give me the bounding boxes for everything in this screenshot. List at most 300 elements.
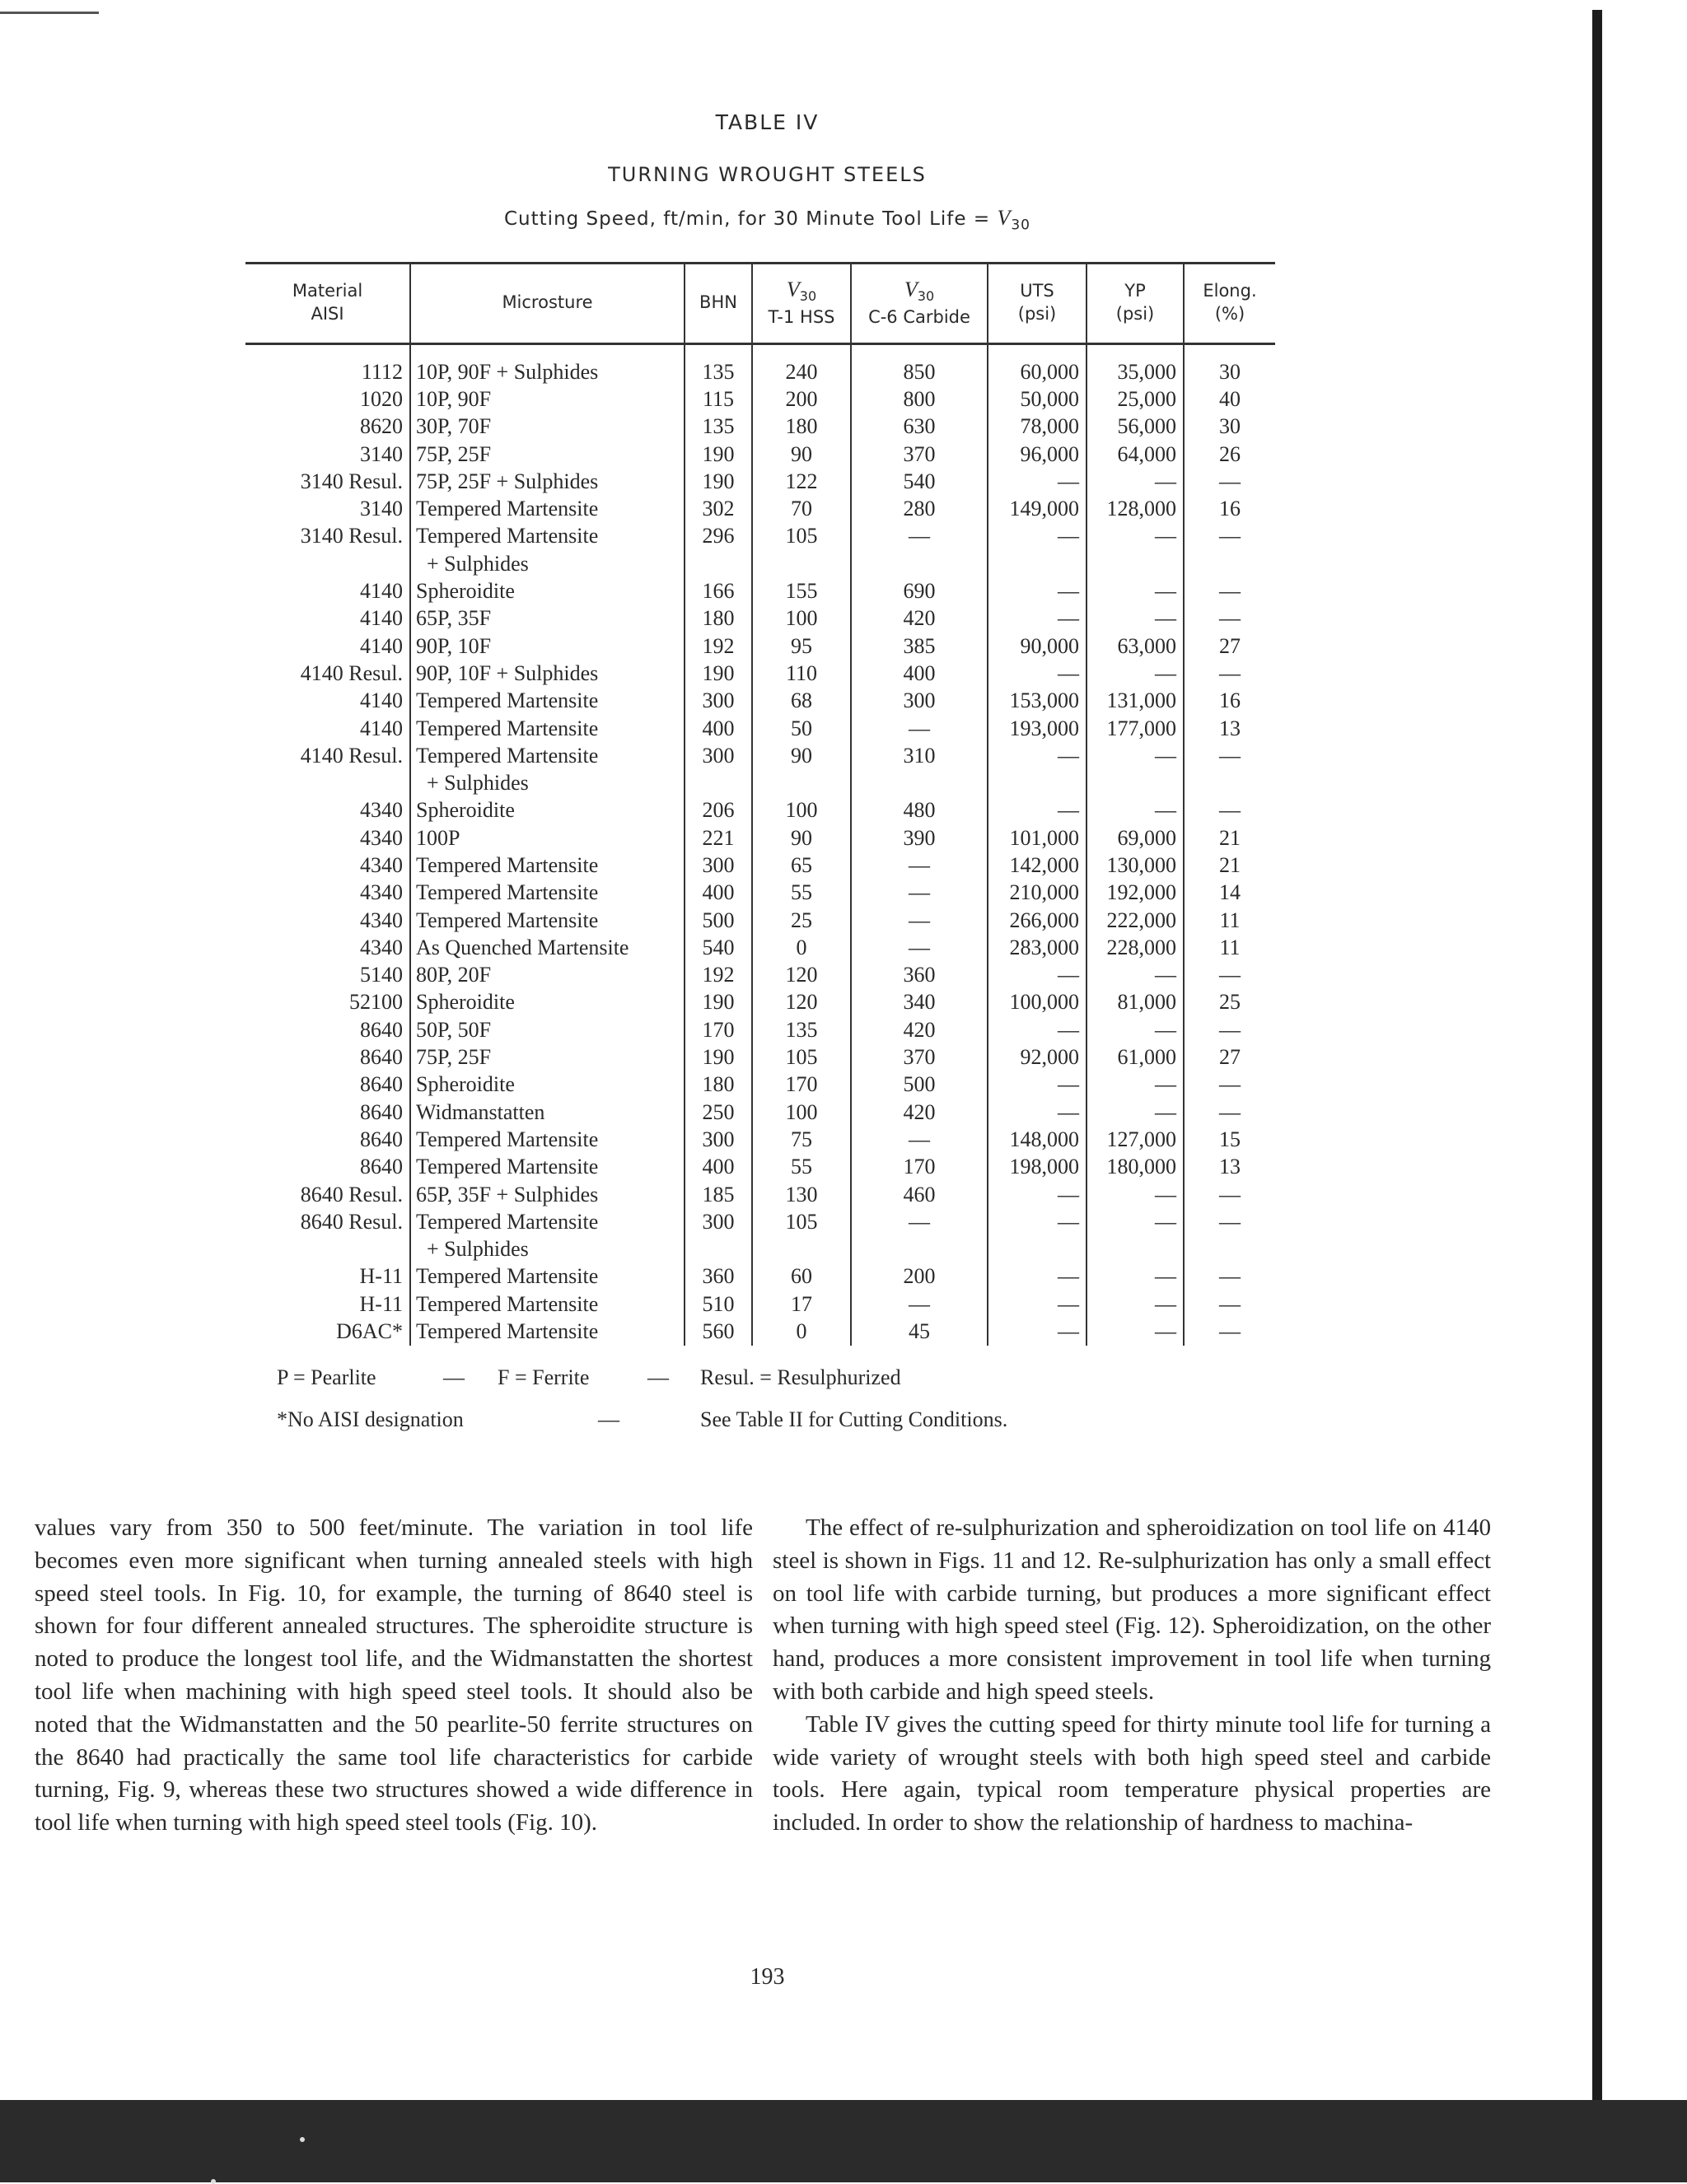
note-ferrite: F = Ferrite: [498, 1365, 590, 1389]
cell-uts: 266,000: [988, 907, 1087, 934]
body-column-left: [35, 1512, 753, 1840]
cell-uts: 149,000: [988, 495, 1087, 522]
table-row: [245, 742, 1275, 769]
cell-elong: [1184, 1236, 1275, 1263]
cell-uts: —: [988, 742, 1087, 769]
cell-elong: —: [1184, 577, 1275, 604]
cell-uts: [988, 550, 1087, 577]
cell-microstructure: As Quenched Martensite: [410, 934, 685, 961]
cell-microstructure: Tempered Martensite: [410, 907, 685, 934]
cell-uts: —: [988, 1099, 1087, 1126]
cell-v30-carbide: —: [851, 907, 988, 934]
cell-microstructure: 100P: [410, 824, 685, 852]
cell-elong: 16: [1184, 495, 1275, 522]
cell-elong: 15: [1184, 1126, 1275, 1153]
cell-material: 4140: [360, 579, 403, 604]
scan-speck: [300, 2137, 305, 2142]
col-header-bhn: BHN: [685, 262, 752, 344]
col-header-yp: YP (psi): [1087, 262, 1184, 344]
table-row: [245, 688, 1275, 715]
cell-elong: —: [1184, 660, 1275, 687]
cell-yp: —: [1087, 468, 1184, 495]
cell-microstructure: Tempered Martensite: [410, 523, 685, 550]
cell-elong: 11: [1184, 907, 1275, 934]
cell-elong: 11: [1184, 934, 1275, 961]
cell-elong: 14: [1184, 880, 1275, 907]
col-header-elong: Elong. (%): [1184, 262, 1275, 344]
cell-bhn: 300: [685, 688, 752, 715]
cell-yp: 25,000: [1087, 385, 1184, 413]
cell-v30-carbide: 385: [851, 632, 988, 660]
cell-uts: [988, 1236, 1087, 1263]
cell-v30-hss: 130: [752, 1181, 851, 1208]
cell-uts: 148,000: [988, 1126, 1087, 1153]
cell-v30-hss: 75: [752, 1126, 851, 1153]
note-see-table: See Table II for Cutting Conditions.: [700, 1407, 1008, 1431]
table-row: [245, 1099, 1275, 1126]
cell-material: 4140 Resul.: [300, 660, 403, 685]
cell-material: 3140: [360, 497, 403, 521]
cell-material: 3140 Resul.: [300, 469, 403, 493]
cell-v30-hss: 180: [752, 413, 851, 441]
cell-uts: —: [988, 660, 1087, 687]
table-row: [245, 468, 1275, 495]
cell-bhn: 190: [685, 1043, 752, 1071]
cell-microstructure: 65P, 35F + Sulphides: [410, 1181, 685, 1208]
cell-v30-hss: 17: [752, 1290, 851, 1318]
table-row: [245, 413, 1275, 441]
cell-v30-hss: 0: [752, 1318, 851, 1345]
cell-v30-hss: 122: [752, 468, 851, 495]
cell-microstructure: 80P, 20F: [410, 962, 685, 989]
cell-material: 4340: [360, 908, 403, 932]
cell-v30-carbide: 370: [851, 1043, 988, 1071]
cell-material: 1020: [360, 386, 403, 411]
cell-elong: —: [1184, 742, 1275, 769]
cell-elong: [1184, 550, 1275, 577]
cell-elong: 16: [1184, 688, 1275, 715]
cell-uts: 90,000: [988, 632, 1087, 660]
table-row: [245, 495, 1275, 522]
cell-elong: —: [1184, 1318, 1275, 1345]
cell-bhn: 300: [685, 1208, 752, 1235]
cell-bhn: 300: [685, 852, 752, 879]
cell-material: 5140: [360, 963, 403, 987]
cell-v30-carbide: 390: [851, 824, 988, 852]
cell-bhn: 185: [685, 1181, 752, 1208]
cell-bhn: [685, 550, 752, 577]
cell-uts: 198,000: [988, 1154, 1087, 1181]
cell-elong: —: [1184, 605, 1275, 632]
cell-elong: —: [1184, 468, 1275, 495]
cell-bhn: 300: [685, 1126, 752, 1153]
cell-material: H-11: [359, 1291, 403, 1316]
table-row: [245, 824, 1275, 852]
cell-bhn: 192: [685, 632, 752, 660]
table-subtitle-subscript: 30: [1011, 217, 1030, 234]
cell-uts: —: [988, 1181, 1087, 1208]
cell-bhn: 170: [685, 1016, 752, 1043]
cell-v30-carbide: [851, 550, 988, 577]
cell-bhn: 510: [685, 1290, 752, 1318]
cell-yp: —: [1087, 1016, 1184, 1043]
cell-v30-hss: 100: [752, 797, 851, 824]
scan-speck: [211, 2179, 216, 2184]
cell-v30-hss: [752, 769, 851, 796]
cell-uts: 100,000: [988, 989, 1087, 1016]
cell-uts: —: [988, 605, 1087, 632]
col-header-material: Material AISI: [245, 262, 410, 344]
cell-elong: 26: [1184, 441, 1275, 468]
cell-microstructure: Tempered Martensite: [410, 852, 685, 879]
cell-uts: —: [988, 1016, 1087, 1043]
table-number: TABLE IV: [715, 110, 820, 134]
table-row: [245, 1126, 1275, 1153]
cell-elong: —: [1184, 523, 1275, 550]
cell-material: 4340: [360, 880, 403, 905]
cell-microstructure: 90P, 10F + Sulphides: [410, 660, 685, 687]
cell-v30-carbide: 45: [851, 1318, 988, 1345]
cell-microstructure: Tempered Martensite: [410, 1154, 685, 1181]
cell-bhn: 360: [685, 1263, 752, 1290]
cell-microstructure: 75P, 25F: [410, 441, 685, 468]
top-edge-rule: [0, 12, 99, 14]
note-resulphurized: Resul. = Resulphurized: [700, 1365, 901, 1389]
cell-yp: 130,000: [1087, 852, 1184, 879]
cell-v30-carbide: 800: [851, 385, 988, 413]
cell-microstructure: Spheroidite: [410, 1071, 685, 1099]
table-row: [245, 441, 1275, 468]
cell-bhn: 250: [685, 1099, 752, 1126]
cell-bhn: 190: [685, 989, 752, 1016]
cell-v30-hss: 65: [752, 852, 851, 879]
table-row: [245, 1290, 1275, 1318]
cell-v30-hss: 120: [752, 962, 851, 989]
table-row: [245, 962, 1275, 989]
body-paragraph: Table IV gives the cutting speed for thirty minute tool life for turning a wide variety of wrought steels with both high speed steel and carbide tools. Here again, typical room temperature physical properties are included. In order to show the relationship of hardness to machina-: [773, 1710, 1491, 1836]
cell-v30-hss: 240: [752, 358, 851, 385]
table-body: [245, 344, 1275, 1346]
col-header-v30-hss: $V_{30}$ T-1 HSS: [752, 262, 851, 344]
table-row: [245, 1071, 1275, 1099]
cell-material: 4140: [360, 633, 403, 658]
page-edge-shadow: [1592, 10, 1602, 2118]
cell-yp: —: [1087, 1263, 1184, 1290]
cell-v30-carbide: 420: [851, 1016, 988, 1043]
note-pearlite: P = Pearlite: [277, 1365, 376, 1389]
cell-bhn: 166: [685, 577, 752, 604]
cell-microstructure: Tempered Martensite: [410, 1208, 685, 1235]
cell-v30-hss: 55: [752, 1154, 851, 1181]
cell-microstructure: Tempered Martensite: [410, 880, 685, 907]
cell-elong: 13: [1184, 715, 1275, 742]
cell-bhn: 296: [685, 523, 752, 550]
cell-elong: 25: [1184, 989, 1275, 1016]
cell-elong: 27: [1184, 1043, 1275, 1071]
cell-microstructure: 75P, 25F: [410, 1043, 685, 1071]
col-header-microstructure: Microsture: [410, 262, 685, 344]
cell-v30-hss: 25: [752, 907, 851, 934]
cell-bhn: 190: [685, 468, 752, 495]
cell-bhn: 540: [685, 934, 752, 961]
cell-yp: 192,000: [1087, 880, 1184, 907]
table-row: [245, 1154, 1275, 1181]
cell-yp: 69,000: [1087, 824, 1184, 852]
cell-microstructure: Tempered Martensite: [410, 1318, 685, 1345]
cell-v30-carbide: 170: [851, 1154, 988, 1181]
table-row: [245, 852, 1275, 879]
cell-uts: 50,000: [988, 385, 1087, 413]
col-header-v30-carbide: $V_{30}$ C-6 Carbide: [851, 262, 988, 344]
cell-yp: 127,000: [1087, 1126, 1184, 1153]
cell-microstructure: 10P, 90F + Sulphides: [410, 358, 685, 385]
cell-uts: —: [988, 523, 1087, 550]
cell-material: 8640: [360, 1099, 403, 1124]
cell-v30-carbide: —: [851, 1208, 988, 1235]
cell-v30-hss: [752, 550, 851, 577]
cell-yp: —: [1087, 1290, 1184, 1318]
cell-v30-carbide: —: [851, 880, 988, 907]
cell-v30-carbide: 420: [851, 1099, 988, 1126]
cell-v30-hss: 90: [752, 742, 851, 769]
cell-elong: 40: [1184, 385, 1275, 413]
cell-bhn: 190: [685, 441, 752, 468]
cell-material: 8620: [360, 414, 403, 439]
cell-yp: 61,000: [1087, 1043, 1184, 1071]
table-row: [245, 989, 1275, 1016]
cell-bhn: 192: [685, 962, 752, 989]
note-dash: —: [647, 1365, 669, 1389]
cell-yp: —: [1087, 660, 1184, 687]
cell-elong: —: [1184, 1016, 1275, 1043]
cell-v30-hss: 120: [752, 989, 851, 1016]
cell-microstructure: 90P, 10F: [410, 632, 685, 660]
table-row: [245, 1236, 1275, 1263]
cell-microstructure: 65P, 35F: [410, 605, 685, 632]
cell-yp: 56,000: [1087, 413, 1184, 441]
cell-yp: —: [1087, 1181, 1184, 1208]
cell-elong: 21: [1184, 824, 1275, 852]
cell-microstructure: Spheroidite: [410, 577, 685, 604]
cell-uts: 92,000: [988, 1043, 1087, 1071]
cell-bhn: [685, 1236, 752, 1263]
cell-yp: 177,000: [1087, 715, 1184, 742]
cell-yp: 63,000: [1087, 632, 1184, 660]
cell-bhn: 206: [685, 797, 752, 824]
cell-microstructure: + Sulphides: [410, 769, 685, 796]
cell-v30-carbide: —: [851, 934, 988, 961]
cell-material: 3140: [360, 441, 403, 466]
cell-material: D6AC*: [336, 1319, 403, 1344]
note-dash: —: [598, 1407, 619, 1431]
cell-v30-carbide: 370: [851, 441, 988, 468]
cell-v30-carbide: 480: [851, 797, 988, 824]
cell-uts: 101,000: [988, 824, 1087, 852]
cell-microstructure: Widmanstatten: [410, 1099, 685, 1126]
cell-elong: —: [1184, 1099, 1275, 1126]
table-row: [245, 769, 1275, 796]
cell-v30-carbide: 500: [851, 1071, 988, 1099]
cell-material: 8640 Resul.: [300, 1209, 403, 1234]
body-paragraph: The effect of re-sulphurization and spheroidization on tool life on 4140 steel is shown in Figs. 11 and 12. Re-sulphurization has only a small effect on tool life with carbide turning, but produces a more significant effect when turning with high speed steel (Fig. 12). Spheroidization, on the other hand, produces a more consistent improvement in tool life when turning with both carbide and high speed steels.: [773, 1514, 1491, 1705]
cell-microstructure: 30P, 70F: [410, 413, 685, 441]
cell-yp: 222,000: [1087, 907, 1184, 934]
cell-bhn: 190: [685, 660, 752, 687]
cell-v30-hss: 110: [752, 660, 851, 687]
cell-uts: —: [988, 962, 1087, 989]
table-row: [245, 605, 1275, 632]
cell-yp: 64,000: [1087, 441, 1184, 468]
cell-elong: —: [1184, 797, 1275, 824]
body-column-right: [773, 1512, 1491, 1840]
cell-material: 4340: [360, 825, 403, 850]
steel-table: [245, 262, 1275, 1346]
cell-elong: 30: [1184, 358, 1275, 385]
table-row: [245, 550, 1275, 577]
cell-v30-carbide: 340: [851, 989, 988, 1016]
col-header-uts: UTS (psi): [988, 262, 1087, 344]
cell-bhn: 500: [685, 907, 752, 934]
cell-microstructure: Tempered Martensite: [410, 1263, 685, 1290]
cell-v30-carbide: 400: [851, 660, 988, 687]
cell-yp: 128,000: [1087, 495, 1184, 522]
table-subtitle-symbol: V: [997, 206, 1012, 230]
cell-v30-hss: 105: [752, 1208, 851, 1235]
cell-bhn: 300: [685, 742, 752, 769]
cell-material: 4140: [360, 688, 403, 713]
cell-v30-hss: 95: [752, 632, 851, 660]
cell-uts: 283,000: [988, 934, 1087, 961]
table-spacer-row: [245, 344, 1275, 359]
data-table: [245, 262, 1275, 1346]
cell-bhn: 400: [685, 1154, 752, 1181]
cell-yp: 35,000: [1087, 358, 1184, 385]
cell-v30-hss: 155: [752, 577, 851, 604]
cell-microstructure: Spheroidite: [410, 989, 685, 1016]
cell-elong: 21: [1184, 852, 1275, 879]
cell-microstructure: Tempered Martensite: [410, 1290, 685, 1318]
cell-v30-carbide: —: [851, 852, 988, 879]
cell-uts: —: [988, 577, 1087, 604]
cell-v30-carbide: [851, 1236, 988, 1263]
table-row: [245, 660, 1275, 687]
table-row: [245, 880, 1275, 907]
cell-microstructure: Tempered Martensite: [410, 742, 685, 769]
cell-bhn: 302: [685, 495, 752, 522]
cell-yp: —: [1087, 1099, 1184, 1126]
cell-v30-carbide: 630: [851, 413, 988, 441]
table-row: [245, 632, 1275, 660]
cell-v30-hss: 50: [752, 715, 851, 742]
cell-v30-hss: 70: [752, 495, 851, 522]
cell-yp: 81,000: [1087, 989, 1184, 1016]
table-row: [245, 1181, 1275, 1208]
cell-uts: —: [988, 797, 1087, 824]
cell-material: 8640: [360, 1155, 403, 1179]
cell-uts: 60,000: [988, 358, 1087, 385]
cell-v30-hss: 105: [752, 1043, 851, 1071]
cell-yp: —: [1087, 1208, 1184, 1235]
cell-yp: —: [1087, 605, 1184, 632]
cell-yp: [1087, 769, 1184, 796]
cell-microstructure: Tempered Martensite: [410, 715, 685, 742]
cell-v30-carbide: 310: [851, 742, 988, 769]
table-row: [245, 523, 1275, 550]
cell-yp: 180,000: [1087, 1154, 1184, 1181]
cell-bhn: 180: [685, 1071, 752, 1099]
cell-v30-carbide: 420: [851, 605, 988, 632]
cell-v30-carbide: 690: [851, 577, 988, 604]
cell-microstructure: Tempered Martensite: [410, 495, 685, 522]
note-dash: —: [443, 1365, 465, 1389]
cell-uts: 193,000: [988, 715, 1087, 742]
cell-bhn: 115: [685, 385, 752, 413]
cell-microstructure: + Sulphides: [410, 1236, 685, 1263]
cell-bhn: 135: [685, 358, 752, 385]
cell-v30-hss: 100: [752, 1099, 851, 1126]
cell-microstructure: Tempered Martensite: [410, 688, 685, 715]
cell-uts: —: [988, 1290, 1087, 1318]
cell-v30-carbide: —: [851, 1126, 988, 1153]
cell-elong: 27: [1184, 632, 1275, 660]
table-row: [245, 358, 1275, 385]
cell-uts: 153,000: [988, 688, 1087, 715]
table-subtitle-text: Cutting Speed, ft/min, for 30 Minute Tool Life =: [504, 208, 998, 230]
cell-v30-carbide: —: [851, 523, 988, 550]
cell-yp: 228,000: [1087, 934, 1184, 961]
cell-bhn: 400: [685, 880, 752, 907]
cell-uts: 210,000: [988, 880, 1087, 907]
cell-v30-hss: [752, 1236, 851, 1263]
cell-v30-hss: 90: [752, 441, 851, 468]
cell-yp: —: [1087, 797, 1184, 824]
cell-microstructure: 75P, 25F + Sulphides: [410, 468, 685, 495]
cell-bhn: 221: [685, 824, 752, 852]
table-row: [245, 1208, 1275, 1235]
cell-v30-carbide: 460: [851, 1181, 988, 1208]
table-row: [245, 1263, 1275, 1290]
cell-bhn: [685, 769, 752, 796]
cell-bhn: 400: [685, 715, 752, 742]
table-row: [245, 1016, 1275, 1043]
cell-yp: —: [1087, 962, 1184, 989]
cell-material: 8640: [360, 1017, 403, 1042]
cell-material: [245, 769, 410, 796]
cell-yp: —: [1087, 742, 1184, 769]
cell-uts: —: [988, 1318, 1087, 1345]
cell-uts: —: [988, 1071, 1087, 1099]
cell-v30-carbide: 850: [851, 358, 988, 385]
cell-v30-carbide: —: [851, 1290, 988, 1318]
cell-uts: 142,000: [988, 852, 1087, 879]
table-title: TURNING WROUGHT STEELS: [608, 163, 927, 186]
cell-yp: —: [1087, 1318, 1184, 1345]
cell-yp: —: [1087, 1071, 1184, 1099]
cell-v30-hss: 60: [752, 1263, 851, 1290]
page-number: 193: [750, 1964, 785, 1990]
cell-material: 4340: [360, 935, 403, 959]
cell-elong: 30: [1184, 413, 1275, 441]
cell-elong: 13: [1184, 1154, 1275, 1181]
cell-v30-carbide: 200: [851, 1263, 988, 1290]
cell-v30-hss: 170: [752, 1071, 851, 1099]
cell-v30-carbide: 280: [851, 495, 988, 522]
cell-elong: —: [1184, 1290, 1275, 1318]
cell-material: 3140 Resul.: [300, 524, 403, 548]
cell-v30-hss: 100: [752, 605, 851, 632]
cell-material: 1112: [361, 359, 403, 384]
cell-material: 8640: [360, 1072, 403, 1097]
